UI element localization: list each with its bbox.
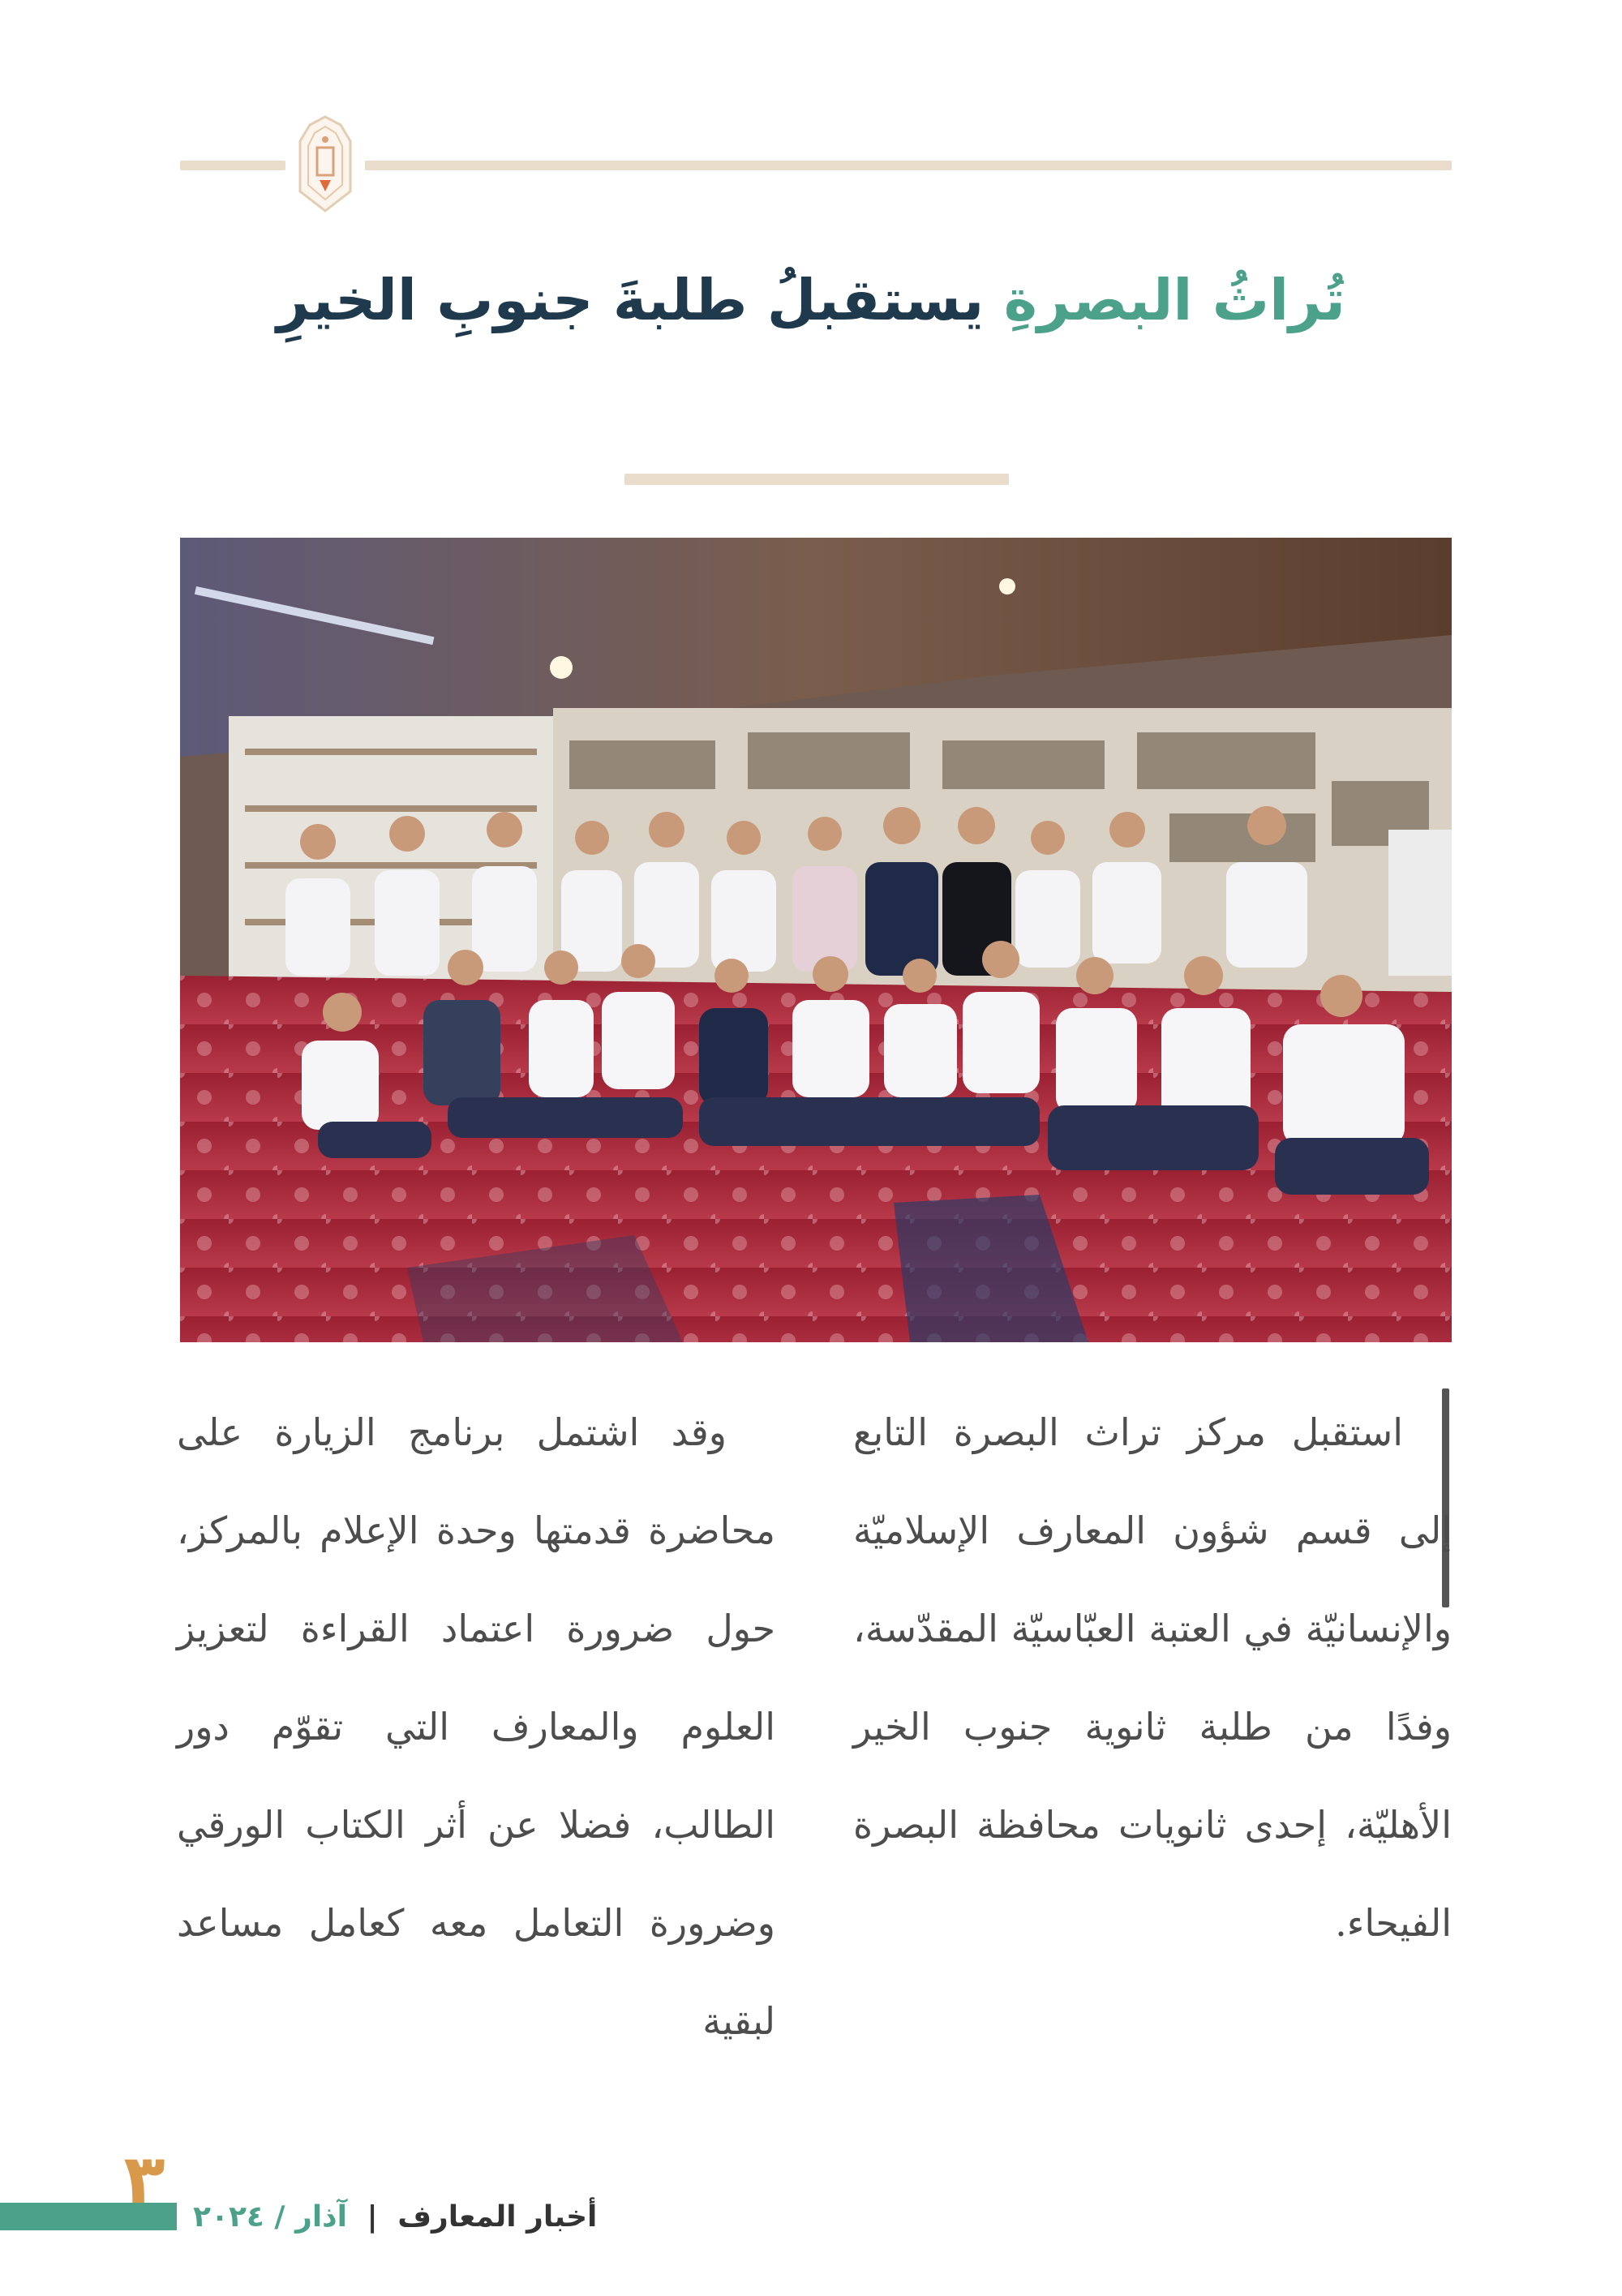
footer-separator: | bbox=[367, 2200, 378, 2234]
group-photo-students bbox=[180, 538, 1452, 1342]
footer-info bbox=[193, 2199, 597, 2235]
magazine-name: أخبار المعارف bbox=[397, 2200, 598, 2234]
page-number: ٣ bbox=[123, 2139, 165, 2219]
header-rule-right bbox=[365, 161, 1452, 170]
article-column-right: استقبل مركز تراث البصرة التابع إلى قسم شؤون المعارف الإسلاميّة والإنسانيّة في العتبة العبّاسيّة المقدّسة، وفدًا من طلبة ثانوية جنوب الخير الأهليّة، إحدى ثانويات محافظة البصرة الفيحاء. bbox=[853, 1410, 1452, 1945]
header-rule-left bbox=[180, 161, 285, 170]
institution-emblem-icon bbox=[290, 114, 360, 214]
issue-date: آذار / ٢٠٢٤ bbox=[193, 2200, 347, 2234]
title-main: يستقبلُ طلبةَ جنوبِ الخيرِ bbox=[277, 267, 985, 333]
title-divider bbox=[624, 474, 1009, 485]
article-column-left: وقد اشتمل برنامج الزيارة على محاضرة قدمتها وحدة الإعلام بالمركز، حول ضرورة اعتماد القراءة لتعزيز العلوم والمعارف التي تقوّم دور الطالب، فضلا عن أثر الكتاب الورقي وضرورة التعامل معه كعامل مساعد لبقية bbox=[177, 1410, 775, 2043]
title-highlight: تُراثُ البصرةِ bbox=[1003, 267, 1345, 333]
article-title bbox=[203, 255, 1419, 345]
